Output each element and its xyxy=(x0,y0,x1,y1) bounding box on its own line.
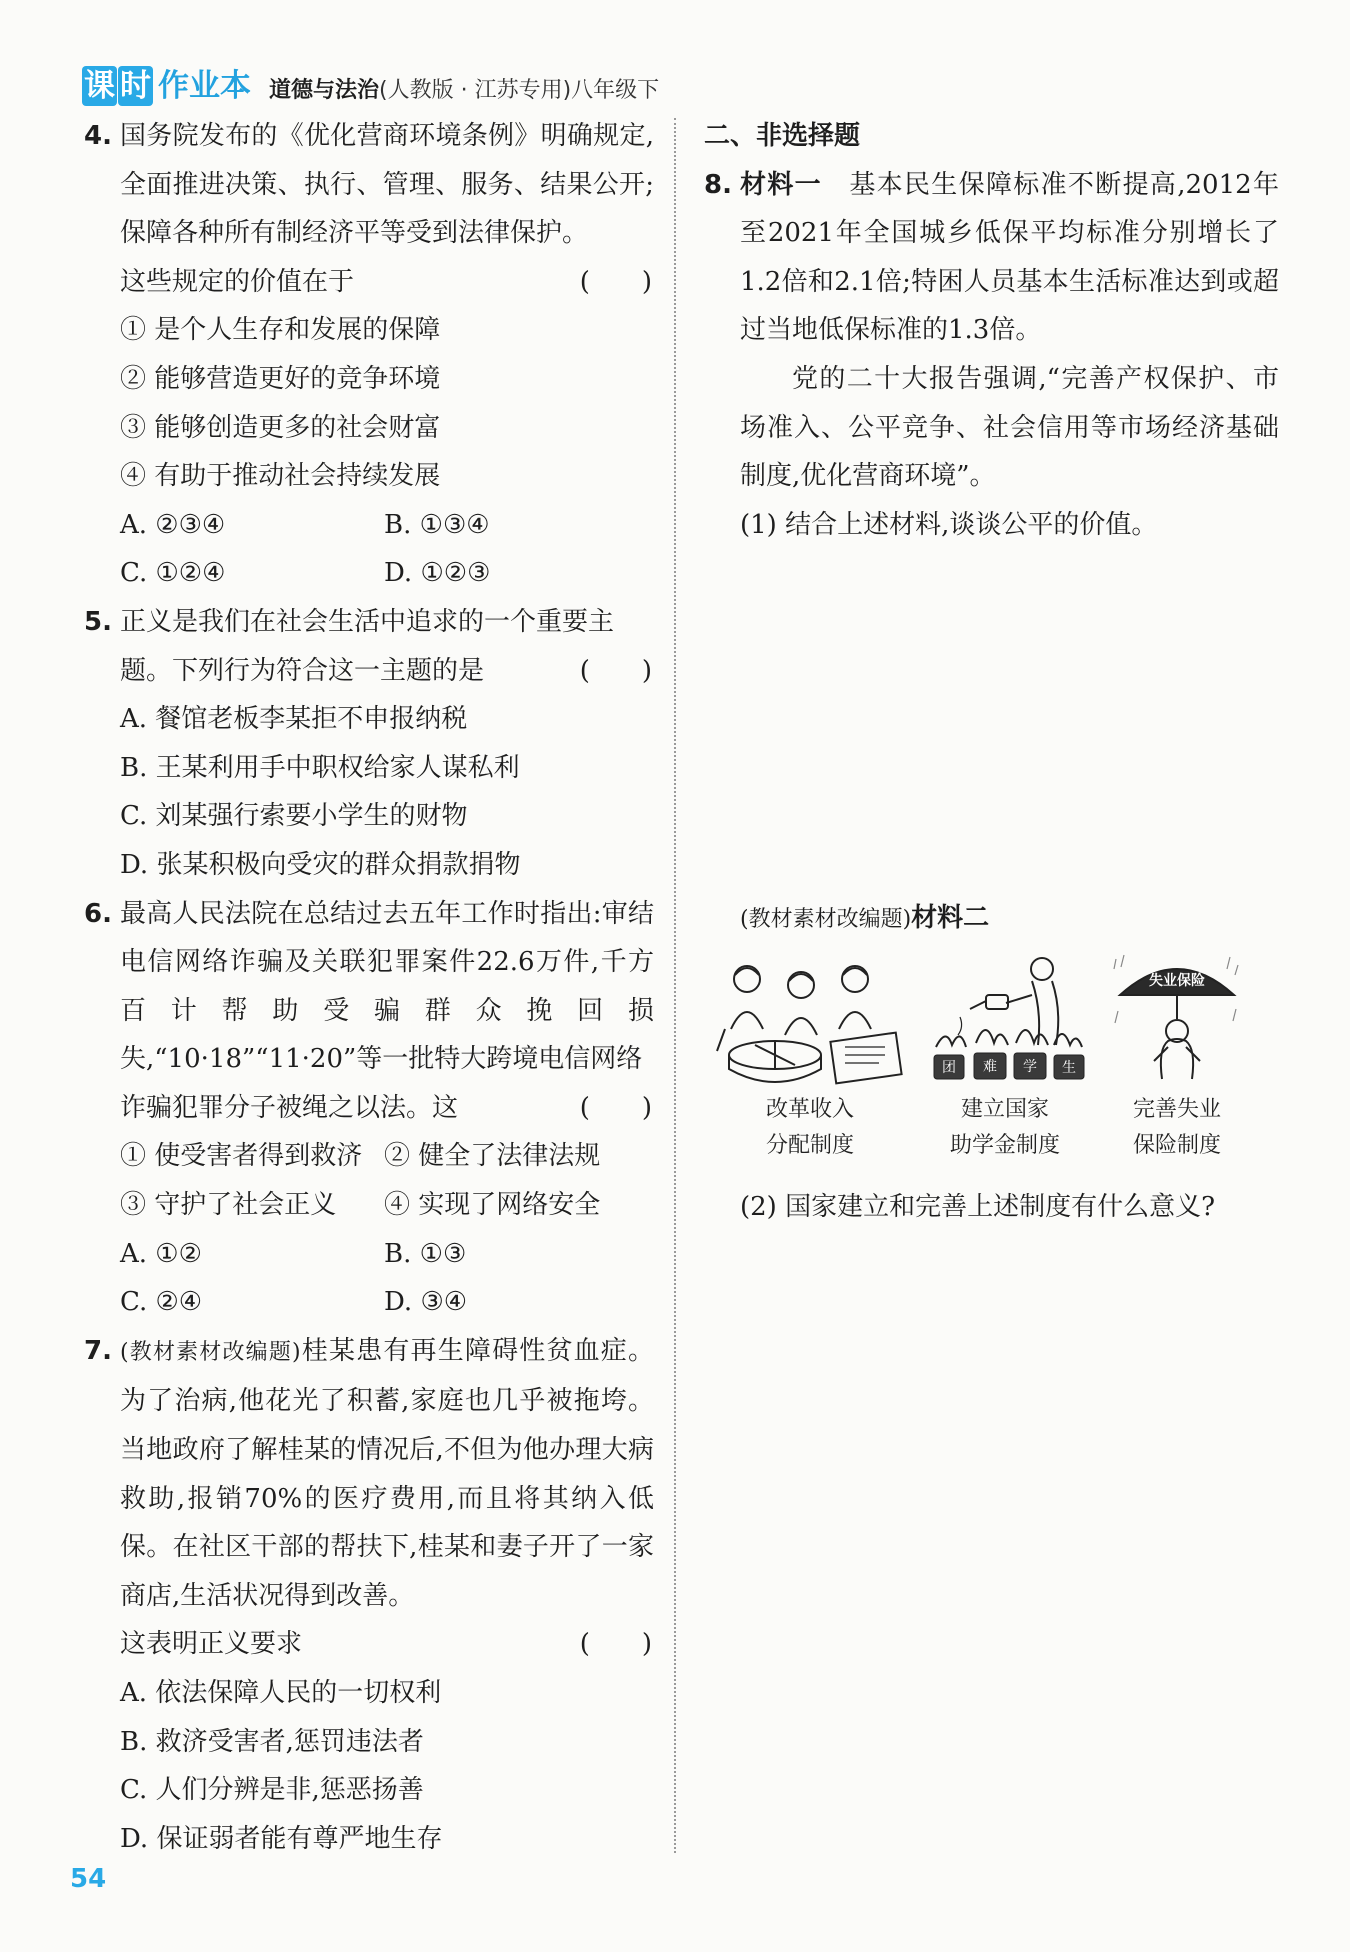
source-tag: (教材素材改编题) xyxy=(120,1339,301,1365)
stem-end: 诈骗犯罪分子被绳之以法。这 xyxy=(120,1092,459,1123)
option-a[interactable]: A. ②③④ xyxy=(120,509,226,540)
stem-end: 题。下列行为符合这一主题的是 xyxy=(120,655,485,686)
answer-blank[interactable]: ( ) xyxy=(579,1092,652,1123)
option-row xyxy=(120,1278,654,1327)
statement-2: ② 健全了法律法规 xyxy=(384,1141,601,1172)
question-8 xyxy=(704,161,1279,1952)
source-tag: (教材素材改编题) xyxy=(740,907,912,933)
figure-caption-line-2: 保险制度 xyxy=(1132,1132,1221,1158)
section-title: 二、非选择题 xyxy=(704,121,861,151)
option-b[interactable]: B. ①③④ xyxy=(384,509,490,540)
option-a[interactable]: A. 餐馆老板李某拒不申报纳税 xyxy=(120,704,468,735)
option-c[interactable]: C. 刘某强行索要小学生的财物 xyxy=(120,801,468,832)
statement-row xyxy=(120,1132,654,1181)
statement-4: ④ 实现了网络安全 xyxy=(384,1190,601,1221)
stem-text: 桂某患有再生障碍性贫血症。为了治病,他花光了积蓄,家庭也几乎被拖垮。当地政府了解桂某的情况后,不但为他办理大病救助,报销70%的医疗费用,而且将其纳入低保。在社区干部的帮扶下,桂某和妻子开了一家商店,生活状况得到改善。 xyxy=(120,1335,654,1611)
option-d[interactable]: D. 保证弱者能有尊严地生存 xyxy=(120,1823,443,1854)
option-a[interactable]: A. 依法保障人民的一切权利 xyxy=(120,1678,442,1708)
answer-space[interactable] xyxy=(740,549,1279,894)
question-number: 8. xyxy=(704,169,732,200)
material-2-illustrations xyxy=(740,951,1279,1183)
stem-end-line xyxy=(120,647,654,696)
statement-1: ① 使受害者得到救济 xyxy=(120,1141,363,1172)
stem-end-line xyxy=(120,258,654,307)
figure-income-reform xyxy=(704,951,916,1169)
option-c[interactable]: C. ①②④ xyxy=(120,558,226,589)
statement-3: ③ 能够创造更多的社会财富 xyxy=(120,412,441,443)
stem-end: 这表明正义要求 xyxy=(120,1629,303,1660)
material-2-heading xyxy=(740,894,1279,945)
umbrella-illustration xyxy=(1112,951,1242,1087)
stem-end-line xyxy=(120,1084,654,1133)
page-header xyxy=(82,60,659,106)
answer-blank[interactable]: ( ) xyxy=(579,266,652,297)
pot-label-2: 难 xyxy=(983,1058,997,1075)
option-b[interactable]: B. 王某利用手中职权给家人谋私利 xyxy=(120,752,520,783)
option-b[interactable]: B. ①③ xyxy=(384,1238,467,1269)
question-6 xyxy=(84,890,654,1327)
statement-4: ④ 有助于推动社会持续发展 xyxy=(120,461,441,492)
question-5 xyxy=(84,598,654,890)
page-number: 54 xyxy=(70,1864,107,1894)
brand-logo xyxy=(82,66,251,106)
material-1 xyxy=(740,161,1279,355)
statement-2: ② 能够营造更好的竞争环境 xyxy=(120,363,441,394)
material-2-label: 材料二 xyxy=(911,903,990,934)
column-divider xyxy=(674,118,676,1853)
question-stem xyxy=(120,1327,654,1621)
option-b[interactable]: B. 救济受害者,惩罚违法者 xyxy=(120,1726,424,1757)
statement-3: ③ 守护了社会正义 xyxy=(120,1190,337,1221)
question-number: 5. xyxy=(84,606,112,637)
question-7 xyxy=(84,1327,654,1864)
statement-row xyxy=(120,1181,654,1230)
subject-title: 道德与法治 xyxy=(269,78,380,103)
option-row xyxy=(120,501,654,550)
option-c[interactable]: C. ②④ xyxy=(120,1287,203,1318)
brand-box-2: 时 xyxy=(120,68,151,104)
option-row xyxy=(120,549,654,598)
stem-end: 这些规定的价值在于 xyxy=(120,266,355,297)
question-stem: 最高人民法院在总结过去五年工作时指出:审结电信网络诈骗及关联犯罪案件22.6万件,千方百计帮助受骗群众挽回损失,“10·18”“11·20”等一批特大跨境电信网络 xyxy=(120,898,654,1075)
book-info xyxy=(269,76,659,106)
question-number: 7. xyxy=(84,1335,112,1366)
people-cutting-cake-illustration xyxy=(705,951,915,1087)
material-1-label: 材料一 xyxy=(740,169,822,200)
question-number: 4. xyxy=(84,121,112,151)
question-stem: 国务院发布的《优化营商环境条例》明确规定,全面推进决策、执行、管理、服务、结果公开;保障各种所有制经济平等受到法律保护。 xyxy=(120,121,654,249)
question-stem: 正义是我们在社会生活中追求的一个重要主 xyxy=(120,606,615,637)
figure-caption-line-2: 助学金制度 xyxy=(949,1132,1060,1158)
umbrella-label: 失业保险 xyxy=(1149,972,1205,989)
brand-box-1: 课 xyxy=(84,68,115,104)
option-d[interactable]: D. ①②③ xyxy=(384,558,491,589)
question-4 xyxy=(84,112,654,598)
stem-end-line xyxy=(120,1620,654,1669)
material-1-paragraph-2: 党的二十大报告强调,“完善产权保护、市场准入、公平竞争、社会信用等市场经济基础制度,优化营商环境”。 xyxy=(740,363,1279,492)
option-c[interactable]: C. 人们分辨是非,惩恶扬善 xyxy=(120,1775,424,1806)
option-d[interactable]: D. ③④ xyxy=(384,1287,468,1318)
answer-space[interactable] xyxy=(740,1232,1279,1952)
left-column xyxy=(84,112,654,1863)
figure-caption-line-2: 分配制度 xyxy=(765,1132,854,1158)
option-d[interactable]: D. 张某积极向受灾的群众捐款捐物 xyxy=(120,849,521,880)
watering-plants-illustration xyxy=(920,951,1090,1087)
figure-caption-line-1: 改革收入 xyxy=(765,1096,854,1122)
statement-1: ① 是个人生存和发展的保障 xyxy=(120,315,441,346)
option-row xyxy=(120,1230,654,1279)
answer-blank[interactable]: ( ) xyxy=(579,1629,652,1660)
sub-question-1: (1) 结合上述材料,谈谈公平的价值。 xyxy=(740,509,1158,540)
question-number: 6. xyxy=(84,898,112,929)
sub-question-2: (2) 国家建立和完善上述制度有什么意义? xyxy=(740,1191,1216,1222)
brand-text: 作业本 xyxy=(158,68,251,104)
figure-student-aid xyxy=(910,951,1100,1169)
edition-text: (人教版 · 江苏专用)八年级下 xyxy=(379,78,660,103)
material-1-text: 基本民生保障标准不断提高,2012年至2021年全国城乡低保平均标准分别增长了1.2倍和2.1倍;特困人员基本生活标准达到或超过当地低保标准的1.3倍。 xyxy=(740,169,1279,346)
pot-label-3: 学 xyxy=(1023,1058,1037,1075)
option-a[interactable]: A. ①② xyxy=(120,1238,202,1269)
figure-caption-line-1: 完善失业 xyxy=(1132,1096,1221,1122)
figure-unemployment-insurance xyxy=(1102,951,1252,1169)
answer-blank[interactable]: ( ) xyxy=(579,655,652,686)
pot-label-4: 生 xyxy=(1062,1059,1076,1076)
pot-label-1: 团 xyxy=(942,1059,956,1076)
right-column xyxy=(704,112,1279,1952)
figure-caption-line-1: 建立国家 xyxy=(960,1096,1049,1122)
